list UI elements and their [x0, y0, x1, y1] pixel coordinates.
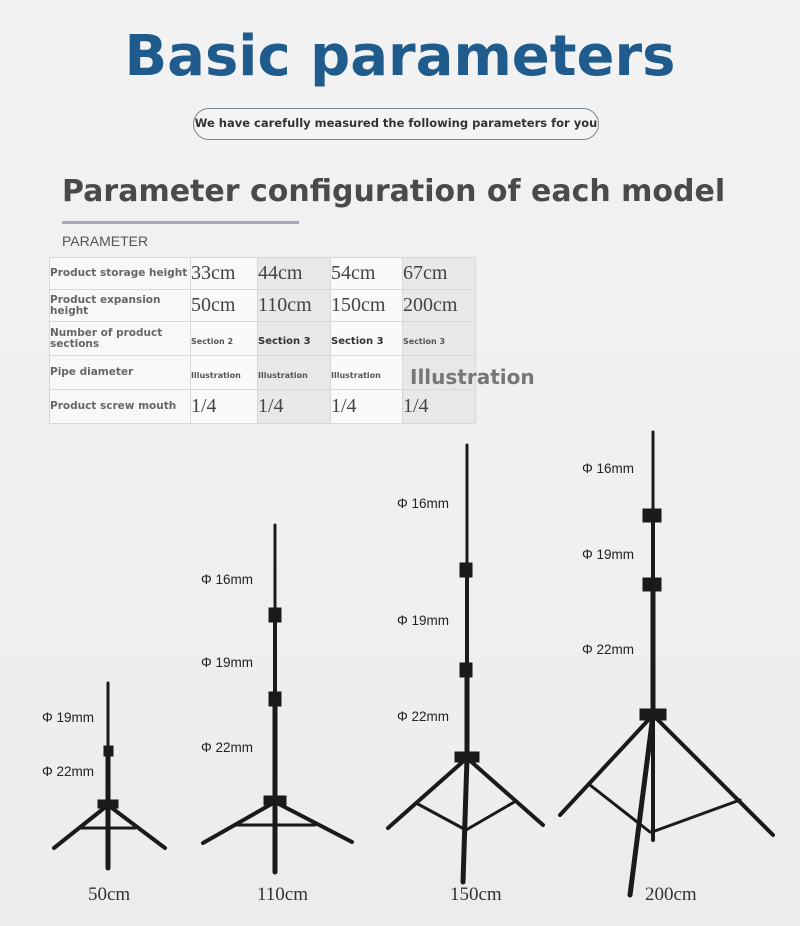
row-header: Number of product sections	[50, 322, 191, 356]
row-header: Product expansion height	[50, 290, 191, 322]
table-cell: 33cm	[191, 258, 258, 290]
table-cell: Section 2	[191, 322, 258, 356]
table-cell: Illustration	[191, 356, 258, 390]
page-title: Basic parameters	[124, 24, 676, 89]
table-cell: 1/4	[403, 390, 476, 424]
table-cell: Illustration	[331, 356, 403, 390]
table-label: PARAMETER	[62, 233, 149, 249]
table-cell: 50cm	[191, 290, 258, 322]
illustration-label: Illustration	[410, 365, 535, 389]
table-cell: 44cm	[258, 258, 331, 290]
table-cell: 150cm	[331, 290, 403, 322]
table-cell: 1/4	[331, 390, 403, 424]
heading-underline	[62, 221, 299, 224]
diameter-label: Φ 16mm	[582, 461, 635, 476]
table-cell: 1/4	[258, 390, 331, 424]
stand-height-label: 150cm	[450, 884, 502, 905]
diameter-label: Φ 22mm	[42, 764, 95, 779]
parameter-table	[49, 257, 476, 424]
stand-height-label: 110cm	[257, 884, 309, 905]
row-header: Product storage height	[50, 258, 191, 290]
diameter-label: Φ 16mm	[201, 572, 254, 587]
table-cell: Section 3	[331, 322, 403, 356]
diameter-label: Φ 22mm	[201, 740, 254, 755]
table-row	[50, 290, 476, 322]
stand-height-label: 200cm	[645, 884, 697, 905]
table-cell: 54cm	[331, 258, 403, 290]
diameter-label: Φ 19mm	[582, 547, 635, 562]
stand-200cm	[560, 432, 773, 895]
diameter-label: Φ 19mm	[42, 710, 95, 725]
section-heading: Parameter configuration of each model	[62, 174, 726, 209]
diameter-label: Φ 22mm	[397, 709, 450, 724]
stand-height-label: 50cm	[88, 884, 131, 905]
table-cell: Illustration	[258, 356, 331, 390]
diameter-label: Φ 16mm	[397, 496, 450, 511]
table-cell: Section 3	[258, 322, 331, 356]
table-cell: 200cm	[403, 290, 476, 322]
diameter-label: Φ 19mm	[397, 613, 450, 628]
diameter-label: Φ 19mm	[201, 655, 254, 670]
table-cell: 67cm	[403, 258, 476, 290]
table-row	[50, 390, 476, 424]
table-cell: 110cm	[258, 290, 331, 322]
table-row	[50, 322, 476, 356]
subtitle-badge: We have carefully measured the following parameters for you	[193, 108, 599, 140]
diameter-label: Φ 22mm	[582, 642, 635, 657]
table-cell: 1/4	[191, 390, 258, 424]
table-row	[50, 258, 476, 290]
table-cell: Section 3	[403, 322, 476, 356]
row-header: Pipe diameter	[50, 356, 191, 390]
row-header: Product screw mouth	[50, 390, 191, 424]
